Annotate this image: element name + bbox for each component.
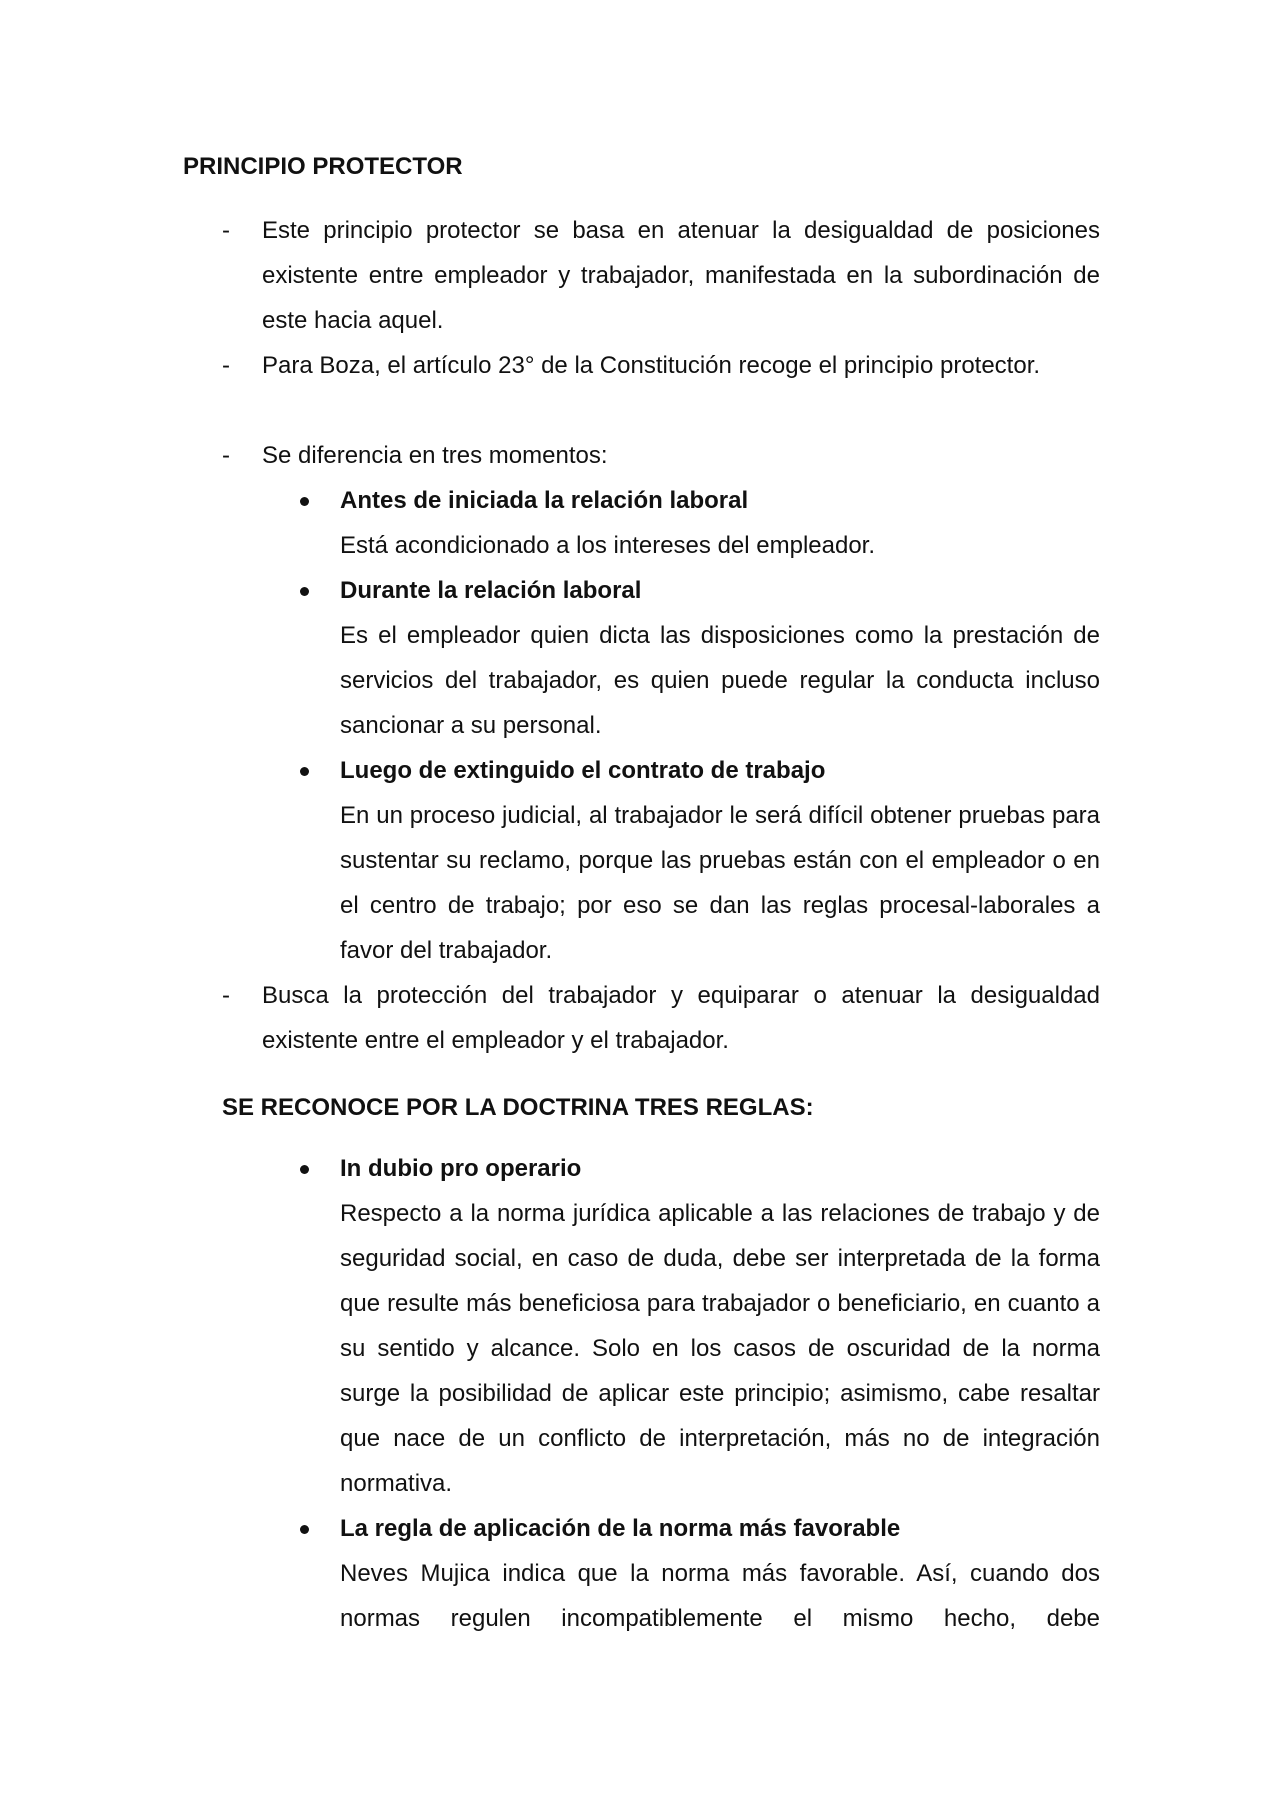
moment-text: Está acondicionado a los intereses del empleador. — [340, 532, 876, 559]
moment-title: Luego de extinguido el contrato de trabajo — [340, 757, 826, 784]
list-item — [222, 208, 1100, 343]
section-heading: SE RECONOCE POR LA DOCTRINA TRES REGLAS: — [222, 1094, 814, 1121]
moment-item — [300, 748, 1100, 973]
page-title: PRINCIPIO PROTECTOR — [183, 153, 463, 180]
dash-marker: - — [222, 442, 230, 469]
list-item-text: Este principio protector se basa en atenuar la desigualdad de posiciones existente entre empleador y trabajador, manifestada en la subordinación de este hacia aquel. — [262, 217, 1100, 334]
dash-marker: - — [222, 982, 230, 1009]
bullet-icon — [300, 587, 309, 596]
dash-marker: - — [222, 217, 230, 244]
rule-text: Neves Mujica indica que la norma más favorable. Así, cuando dos normas regulen incompatiblemente el mismo hecho, debe — [340, 1560, 1100, 1632]
list-item — [222, 343, 1100, 388]
rule-item — [300, 1506, 1100, 1641]
rule-title: In dubio pro operario — [340, 1155, 582, 1182]
list-item — [222, 973, 1100, 1063]
bullet-icon — [300, 497, 309, 506]
rule-title: La regla de aplicación de la norma más favorable — [340, 1515, 901, 1542]
moment-title: Durante la relación laboral — [340, 577, 642, 604]
rule-item — [300, 1146, 1100, 1506]
moment-title: Antes de iniciada la relación laboral — [340, 487, 749, 514]
list-item-text: Busca la protección del trabajador y equiparar o atenuar la desigualdad existente entre el empleador y el trabajador. — [262, 982, 1100, 1054]
moment-item — [300, 568, 1100, 748]
bullet-icon — [300, 767, 309, 776]
bullet-icon — [300, 1525, 309, 1534]
list-item-text: Se diferencia en tres momentos: — [262, 442, 608, 469]
list-item-text: Para Boza, el artículo 23° de la Constitución recoge el principio protector. — [262, 352, 1041, 379]
bullet-icon — [300, 1165, 309, 1174]
list-item — [222, 433, 1100, 478]
moment-text: Es el empleador quien dicta las disposiciones como la prestación de servicios del trabajador, es quien puede regular la conducta incluso sancionar a su personal. — [340, 622, 1100, 739]
moment-item — [300, 478, 1100, 568]
rule-text: Respecto a la norma jurídica aplicable a las relaciones de trabajo y de seguridad social, en caso de duda, debe ser interpretada de la forma que resulte más beneficiosa para trabajador o beneficiario, en cuanto a su sentido y alcance. Solo en los casos de oscuridad de la norma surge la posibilidad de aplicar este principio; asimismo, cabe resaltar que nace de un conflicto de interpretación, más no de integración normativa. — [340, 1200, 1100, 1497]
moment-text: En un proceso judicial, al trabajador le será difícil obtener pruebas para sustentar su reclamo, porque las pruebas están con el empleador o en el centro de trabajo; por eso se dan las reglas procesal-laborales a favor del trabajador. — [340, 802, 1100, 964]
dash-marker: - — [222, 352, 230, 379]
